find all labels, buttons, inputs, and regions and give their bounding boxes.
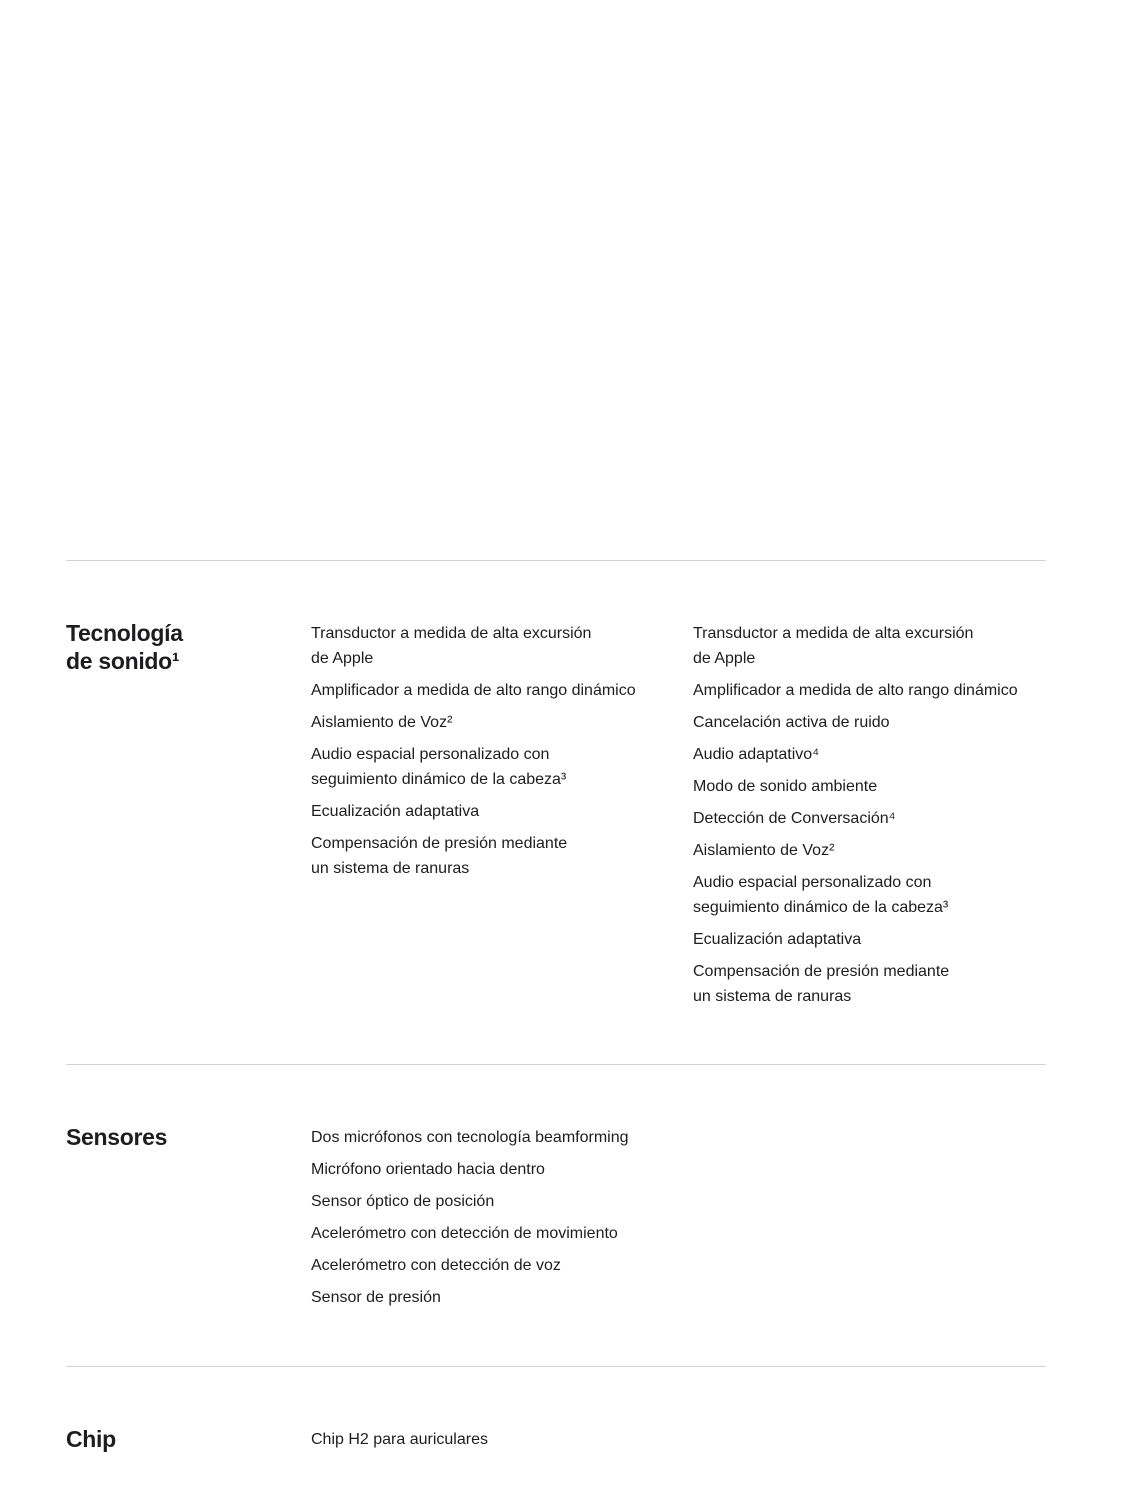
spec-item: Ecualización adaptativa [311,803,480,820]
spec-item: Acelerómetro con detección de voz [311,1257,561,1274]
divider [66,1064,1046,1065]
spec-item: Audio espacial personalizado con seguimiento dinámico de la cabeza³ [693,874,949,916]
spec-item: Dos micrófonos con tecnología beamforming [311,1129,629,1146]
blank-product-image-area [0,0,1128,560]
spec-item: Transductor a medida de alta excursión de Apple [311,625,592,667]
spec-item: Cancelación activa de ruido [693,714,890,731]
spec-list-chip [311,1427,681,1459]
spec-item: Sensor óptico de posición [311,1193,495,1210]
section-title-sound: Tecnología de sonido¹ [66,620,183,674]
spec-item: Ecualización adaptativa [693,931,862,948]
section-title-chip: Chip [66,1426,116,1452]
section-title-sensors: Sensores [66,1124,168,1150]
spec-item: Aislamiento de Voz² [693,842,835,859]
spec-item: Aislamiento de Voz² [311,714,453,731]
spec-item: Acelerómetro con detección de movimiento [311,1225,618,1242]
divider [66,560,1046,561]
spec-item: Sensor de presión [311,1289,441,1306]
spec-item: Compensación de presión mediante un sistema de ranuras [311,835,568,877]
spec-item: Chip H2 para auriculares [311,1431,488,1448]
spec-item: Micrófono orientado hacia dentro [311,1161,545,1178]
spec-item: Transductor a medida de alta excursión de Apple [693,625,974,667]
spec-item: Compensación de presión mediante un sistema de ranuras [693,963,950,1005]
spec-item: Detección de Conversación⁴ [693,810,896,827]
spec-item: Amplificador a medida de alto rango dinámico [693,682,1018,699]
spec-item: Audio adaptativo⁴ [693,746,820,763]
spec-list-model-b [693,621,1053,1016]
divider [66,1366,1046,1367]
spec-list-sensors [311,1125,681,1317]
spec-item: Audio espacial personalizado con seguimiento dinámico de la cabeza³ [311,746,567,788]
spec-item: Amplificador a medida de alto rango dinámico [311,682,636,699]
spec-list-model-a [311,621,681,888]
spec-item: Modo de sonido ambiente [693,778,878,795]
